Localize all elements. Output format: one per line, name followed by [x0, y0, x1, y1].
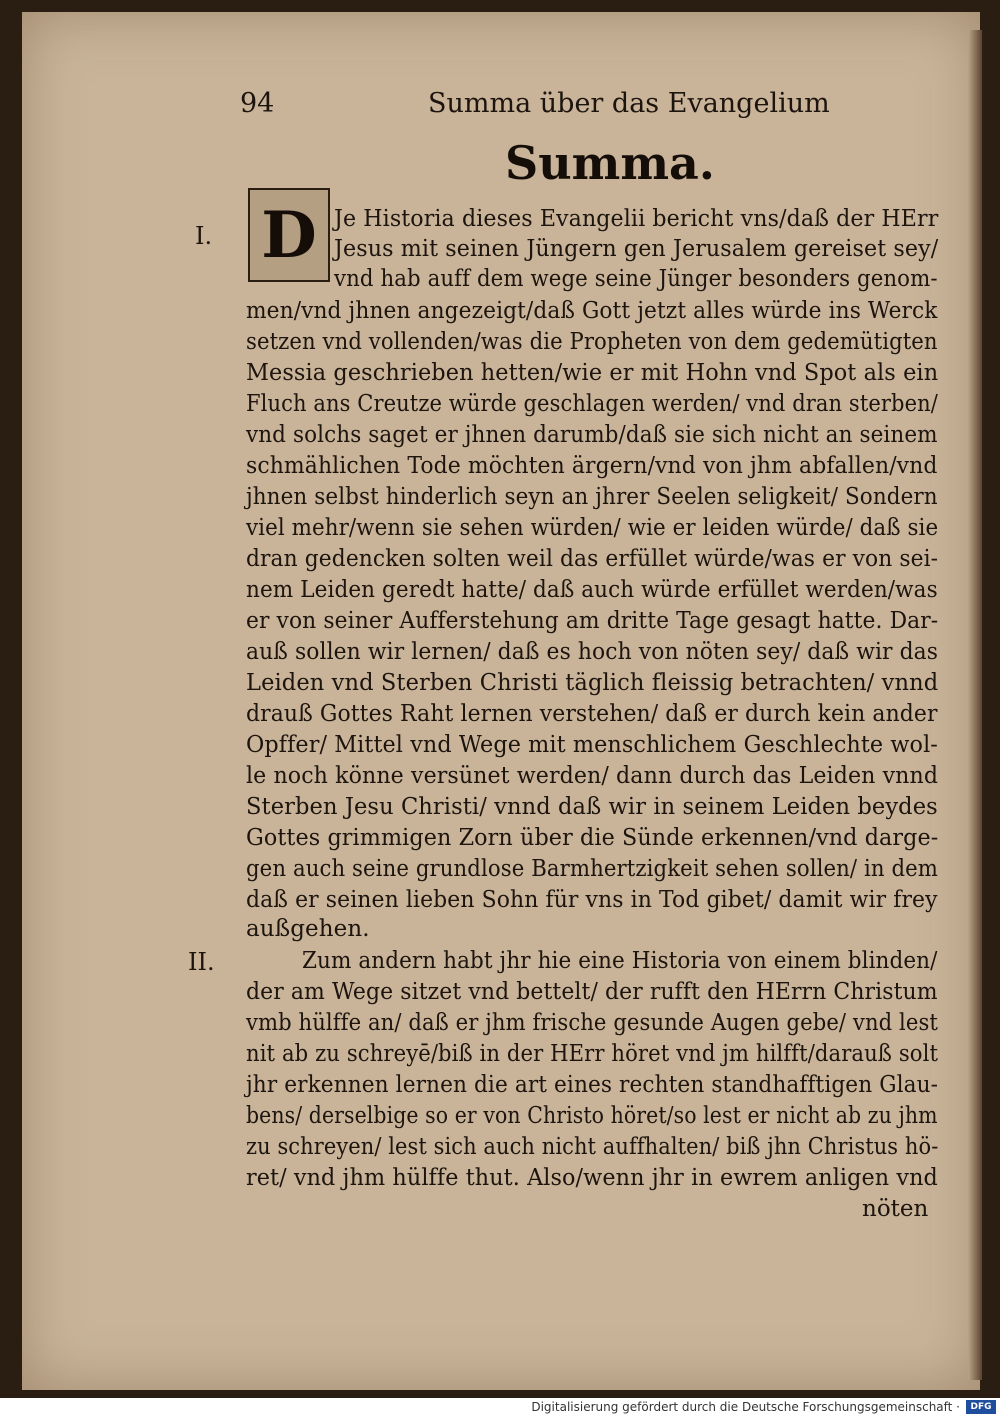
- text-line: daß er seinen lieben Sohn für vns in Tod gibet/ damit wir frey: [246, 887, 938, 913]
- text-line: Gottes grimmigen Zorn über die Sünde erkennen/vnd darge-: [246, 825, 939, 851]
- text-line: er von seiner Aufferstehung am dritte Tage gesagt hatte. Dar-: [246, 608, 939, 634]
- dfg-logo: DFG: [966, 1400, 996, 1414]
- catchword: nöten: [862, 1196, 929, 1222]
- footer-bar: [0, 1398, 1000, 1418]
- text-line: Opffer/ Mittel vnd Wege mit menschlichem Geschlechte wol-: [246, 732, 938, 758]
- text-line: Je Historia dieses Evangelii bericht vns/daß der HErr: [334, 206, 939, 232]
- page-edge: [968, 30, 982, 1380]
- text-line: vmb hülffe an/ daß er jhm frische gesunde Augen gebe/ vnd lest: [246, 1010, 938, 1036]
- text-line: vnd hab auff dem wege seine Jünger besonders genom-: [334, 266, 938, 292]
- text-line: gen auch seine grundlose Barmhertzigkeit sehen sollen/ in dem: [246, 856, 939, 882]
- text-line: men/vnd jhnen angezeigt/daß Gott jetzt alles würde ins Werck: [246, 298, 938, 324]
- text-line: Jesus mit seinen Jüngern gen Jerusalem gereiset sey/: [334, 236, 939, 262]
- text-line: Sterben Jesu Christi/ vnnd daß wir in seinem Leiden beydes: [246, 794, 938, 820]
- text-line: bens/ derselbige so er von Christo höret/so lest er nicht ab zu jhm: [246, 1103, 938, 1129]
- running-head: [240, 88, 830, 124]
- text-line: nem Leiden geredt hatte/ daß auch würde erfüllet werden/was: [246, 577, 938, 603]
- text-line: jhr erkennen lernen die art eines rechten standhafftigen Glau-: [246, 1072, 939, 1098]
- text-line: ret/ vnd jhm hülffe thut. Also/wenn jhr in ewrem anligen vnd: [246, 1165, 938, 1191]
- section-marker-2: II.: [188, 948, 215, 976]
- text-line: viel mehr/wenn sie sehen würden/ wie er leiden würde/ daß sie: [246, 515, 939, 541]
- text-line: le noch könne versünet werden/ dann durch das Leiden vnnd: [246, 763, 939, 789]
- text-line: nit ab zu schreyē/biß in der HErr höret vnd jm hilfft/darauß solt: [246, 1041, 939, 1067]
- section-title: Summa.: [505, 136, 715, 190]
- text-line: der am Wege sitzet vnd bettelt/ der rufft den HErrn Christum: [246, 979, 938, 1005]
- decorated-initial: [248, 188, 330, 282]
- text-line: jhnen selbst hinderlich seyn an jhrer Seelen seligkeit/ Sondern: [246, 484, 938, 510]
- text-line: setzen vnd vollenden/was die Propheten von dem gedemütigten: [246, 329, 938, 355]
- text-line: vnd solchs saget er jhnen darumb/daß sie sich nicht an seinem: [246, 422, 938, 448]
- text-line: dran gedencken solten weil das erfüllet würde/was er von sei-: [246, 546, 939, 572]
- text-line: Messia geschrieben hetten/wie er mit Hohn vnd Spot als ein: [246, 360, 939, 386]
- text-line: Leiden vnd Sterben Christi täglich fleissig betrachten/ vnnd: [246, 670, 939, 696]
- section-marker-1: I.: [195, 222, 213, 250]
- running-head-title: Summa über das Evangelium: [428, 88, 830, 119]
- text-line: schmählichen Tode möchten ärgern/vnd von jhm abfallen/vnd: [246, 453, 938, 479]
- text-line: auß sollen wir lernen/ daß es hoch von nöten sey/ daß wir das: [246, 639, 939, 665]
- funding-notice: Digitalisierung gefördert durch die Deutsche Forschungsgemeinschaft ·: [531, 1400, 960, 1414]
- text-line: Fluch ans Creutze würde geschlagen werden/ vnd dran sterben/: [246, 391, 938, 417]
- page-number: 94: [240, 88, 275, 119]
- text-line: außgehen.: [246, 916, 370, 942]
- text-line: Zum andern habt jhr hie eine Historia von einem blinden/: [302, 948, 938, 974]
- initial-letter: D: [261, 197, 317, 273]
- text-line: drauß Gottes Raht lernen verstehen/ daß er durch kein ander: [246, 701, 938, 727]
- text-line: zu schreyen/ lest sich auch nicht auffhalten/ biß jhn Christus hö-: [246, 1134, 939, 1160]
